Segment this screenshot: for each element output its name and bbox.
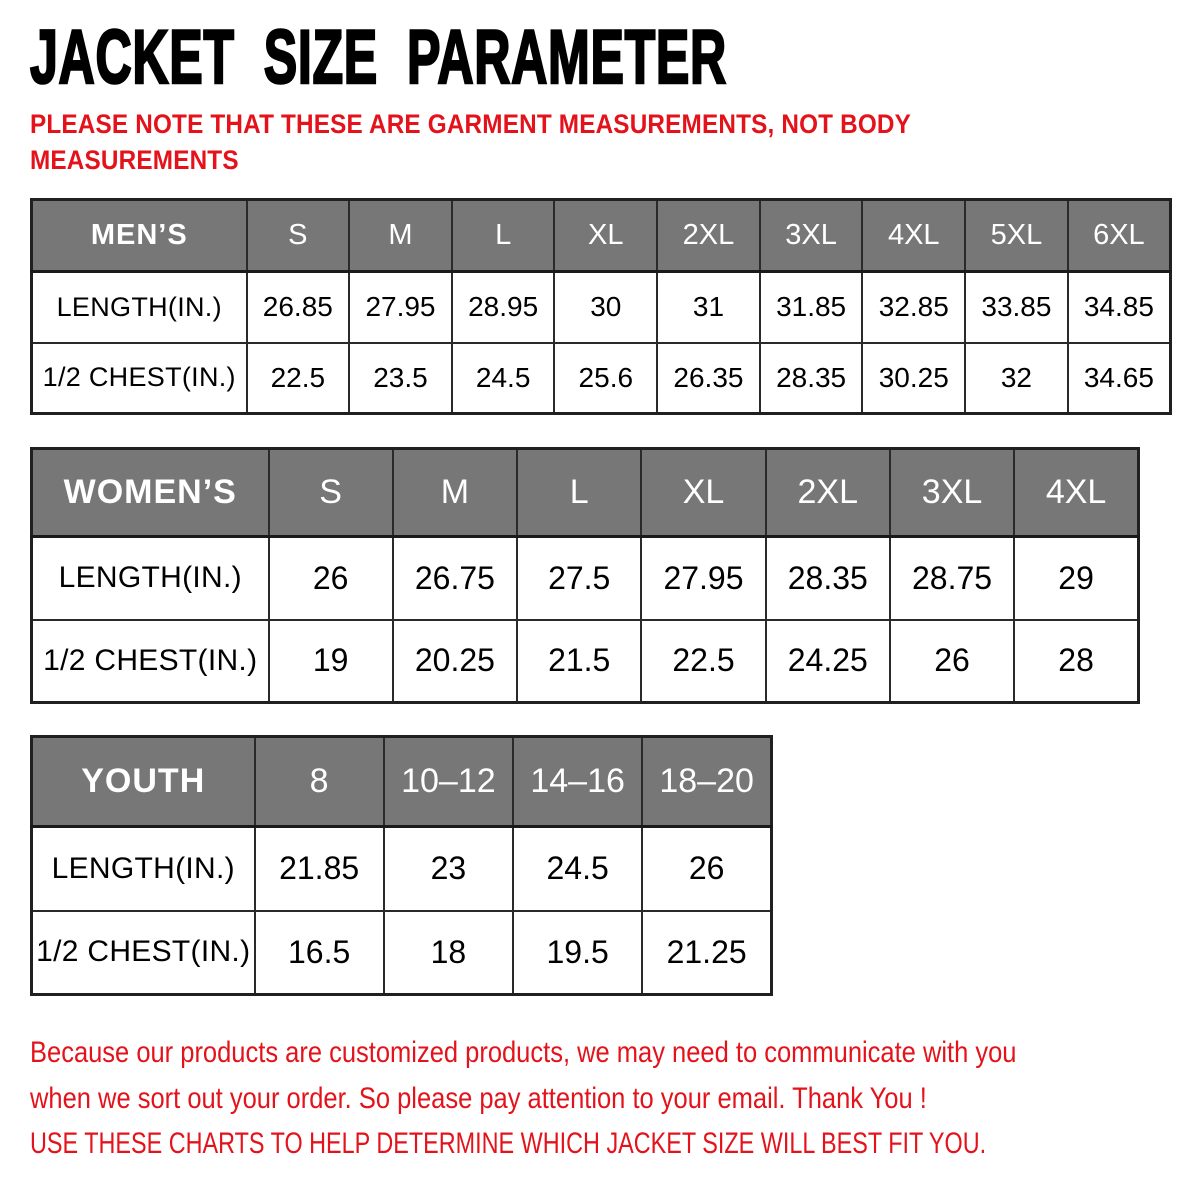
womens-size-header-3xl: 3XL bbox=[890, 449, 1014, 537]
customization-notice bbox=[30, 1030, 1191, 1122]
youth-chest-8: 16.5 bbox=[255, 911, 384, 995]
youth-chest-10-12: 18 bbox=[384, 911, 513, 995]
womens-table-title: WOMEN’S bbox=[32, 449, 269, 537]
row-label-chest: 1/2 CHEST(IN.) bbox=[32, 620, 269, 703]
womens-size-table bbox=[30, 447, 1140, 704]
mens-size-header-m: M bbox=[349, 200, 452, 272]
mens-length-s: 26.85 bbox=[247, 272, 350, 343]
mens-length-xl: 30 bbox=[554, 272, 657, 343]
row-label-chest: 1/2 CHEST(IN.) bbox=[32, 911, 255, 995]
mens-size-header-4xl: 4XL bbox=[862, 200, 965, 272]
mens-chest-6xl: 34.65 bbox=[1068, 343, 1171, 414]
mens-size-header-5xl: 5XL bbox=[965, 200, 1068, 272]
mens-table-title: MEN’S bbox=[32, 200, 247, 272]
womens-length-l: 27.5 bbox=[517, 537, 641, 620]
womens-chest-4xl: 28 bbox=[1014, 620, 1138, 703]
womens-size-header-m: M bbox=[393, 449, 517, 537]
womens-chest-l: 21.5 bbox=[517, 620, 641, 703]
usage-instruction: USE THESE CHARTS TO HELP DETERMINE WHICH JACKET SIZE WILL BEST FIT YOU. bbox=[30, 1127, 987, 1160]
womens-chest-s: 19 bbox=[269, 620, 393, 703]
womens-length-m: 26.75 bbox=[393, 537, 517, 620]
mens-length-5xl: 33.85 bbox=[965, 272, 1068, 343]
mens-length-3xl: 31.85 bbox=[760, 272, 863, 343]
womens-size-header-4xl: 4XL bbox=[1014, 449, 1138, 537]
youth-chest-14-16: 19.5 bbox=[513, 911, 642, 995]
mens-length-row bbox=[32, 272, 1171, 343]
mens-length-6xl: 34.85 bbox=[1068, 272, 1171, 343]
womens-chest-m: 20.25 bbox=[393, 620, 517, 703]
youth-length-14-16: 24.5 bbox=[513, 827, 642, 911]
youth-chest-row bbox=[32, 911, 772, 995]
row-label-length: LENGTH(IN.) bbox=[32, 272, 247, 343]
note-line-2: MEASUREMENTS bbox=[30, 145, 239, 175]
youth-size-table bbox=[30, 735, 773, 996]
womens-length-row bbox=[32, 537, 1139, 620]
mens-size-header-s: S bbox=[247, 200, 350, 272]
womens-length-2xl: 28.35 bbox=[766, 537, 890, 620]
womens-length-4xl: 29 bbox=[1014, 537, 1138, 620]
page-title: JACKET SIZE PARAMETER bbox=[30, 15, 727, 100]
mens-chest-5xl: 32 bbox=[965, 343, 1068, 414]
mens-size-header-2xl: 2XL bbox=[657, 200, 760, 272]
womens-size-header-xl: XL bbox=[641, 449, 765, 537]
garment-measurement-note bbox=[30, 106, 911, 178]
womens-chest-3xl: 26 bbox=[890, 620, 1014, 703]
youth-length-18-20: 26 bbox=[642, 827, 771, 911]
womens-length-s: 26 bbox=[269, 537, 393, 620]
youth-size-header-18-20: 18–20 bbox=[642, 737, 771, 827]
notice-line-1: Because our products are customized products, we may need to communicate with you bbox=[30, 1036, 1017, 1069]
row-label-chest: 1/2 CHEST(IN.) bbox=[32, 343, 247, 414]
mens-size-header-l: L bbox=[452, 200, 555, 272]
mens-length-m: 27.95 bbox=[349, 272, 452, 343]
youth-chest-18-20: 21.25 bbox=[642, 911, 771, 995]
row-label-length: LENGTH(IN.) bbox=[32, 537, 269, 620]
mens-chest-xl: 25.6 bbox=[554, 343, 657, 414]
youth-header-row bbox=[32, 737, 772, 827]
mens-chest-s: 22.5 bbox=[247, 343, 350, 414]
mens-length-l: 28.95 bbox=[452, 272, 555, 343]
youth-size-header-14-16: 14–16 bbox=[513, 737, 642, 827]
youth-length-row bbox=[32, 827, 772, 911]
youth-size-header-8: 8 bbox=[255, 737, 384, 827]
notice-line-2: when we sort out your order. So please pay attention to your email. Thank You ! bbox=[30, 1082, 927, 1115]
youth-length-10-12: 23 bbox=[384, 827, 513, 911]
mens-chest-m: 23.5 bbox=[349, 343, 452, 414]
womens-size-header-l: L bbox=[517, 449, 641, 537]
note-line-1: PLEASE NOTE THAT THESE ARE GARMENT MEASUREMENTS, NOT BODY bbox=[30, 109, 912, 139]
mens-chest-l: 24.5 bbox=[452, 343, 555, 414]
mens-chest-2xl: 26.35 bbox=[657, 343, 760, 414]
mens-size-header-6xl: 6XL bbox=[1068, 200, 1171, 272]
mens-size-table bbox=[30, 198, 1172, 415]
mens-size-header-xl: XL bbox=[554, 200, 657, 272]
womens-chest-2xl: 24.25 bbox=[766, 620, 890, 703]
mens-chest-row bbox=[32, 343, 1171, 414]
mens-length-2xl: 31 bbox=[657, 272, 760, 343]
youth-table-title: YOUTH bbox=[32, 737, 255, 827]
mens-size-header-3xl: 3XL bbox=[760, 200, 863, 272]
youth-length-8: 21.85 bbox=[255, 827, 384, 911]
womens-size-header-s: S bbox=[269, 449, 393, 537]
womens-size-header-2xl: 2XL bbox=[766, 449, 890, 537]
mens-length-4xl: 32.85 bbox=[862, 272, 965, 343]
mens-chest-3xl: 28.35 bbox=[760, 343, 863, 414]
womens-chest-xl: 22.5 bbox=[641, 620, 765, 703]
womens-length-xl: 27.95 bbox=[641, 537, 765, 620]
row-label-length: LENGTH(IN.) bbox=[32, 827, 255, 911]
womens-length-3xl: 28.75 bbox=[890, 537, 1014, 620]
mens-header-row bbox=[32, 200, 1171, 272]
mens-chest-4xl: 30.25 bbox=[862, 343, 965, 414]
womens-chest-row bbox=[32, 620, 1139, 703]
youth-size-header-10-12: 10–12 bbox=[384, 737, 513, 827]
womens-header-row bbox=[32, 449, 1139, 537]
